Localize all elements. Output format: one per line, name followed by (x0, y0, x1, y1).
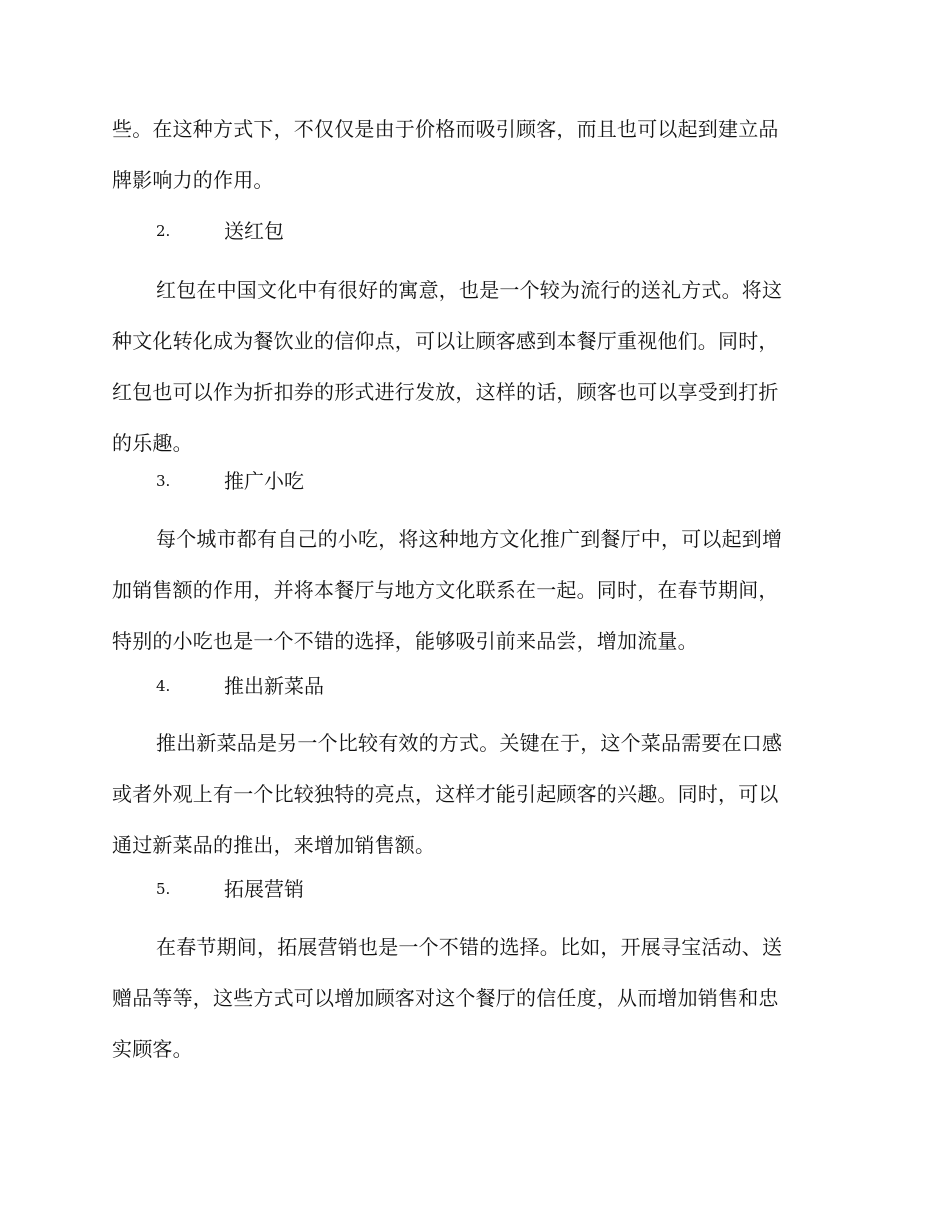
section-title: 拓展营销 (224, 877, 304, 901)
paragraph-line: 或者外观上有一个比较独特的亮点，这样才能引起顾客的兴趣。同时，可以 (112, 782, 779, 806)
paragraph-line: 牌影响力的作用。 (112, 168, 274, 192)
paragraph-line: 红包也可以作为折扣券的形式进行发放，这样的话，顾客也可以享受到打折 (112, 380, 779, 404)
paragraph-line: 在春节期间，拓展营销也是一个不错的选择。比如，开展寻宝活动、送 (156, 935, 783, 959)
paragraph-line: 的乐趣。 (112, 431, 193, 455)
section-paragraph-4 (112, 718, 832, 871)
section-paragraph-5 (112, 922, 832, 1075)
intro-paragraph (112, 104, 832, 206)
paragraph-line: 赠品等等，这些方式可以增加顾客对这个餐厅的信任度，从而增加销售和忠 (112, 986, 779, 1010)
section-number: 2. (156, 222, 171, 240)
section-paragraph-3 (112, 514, 832, 667)
section-number: 4. (156, 677, 171, 695)
paragraph-line: 些。在这种方式下，不仅仅是由于价格而吸引顾客，而且也可以起到建立品 (112, 117, 779, 141)
section-title: 推广小吃 (224, 469, 304, 493)
section-number: 3. (156, 472, 171, 490)
section-paragraph-2 (112, 265, 832, 469)
paragraph-line: 通过新菜品的推出，来增加销售额。 (112, 833, 436, 857)
section-number: 5. (156, 880, 171, 898)
paragraph-line: 种文化转化成为餐饮业的信仰点，可以让顾客感到本餐厅重视他们。同时， (112, 329, 779, 353)
paragraph-line: 特别的小吃也是一个不错的选择，能够吸引前来品尝，增加流量。 (112, 629, 698, 653)
section-title: 推出新菜品 (224, 674, 324, 698)
paragraph-line: 每个城市都有自己的小吃，将这种地方文化推广到餐厅中，可以起到增 (156, 527, 783, 551)
section-title: 送红包 (224, 219, 284, 243)
paragraph-line: 加销售额的作用，并将本餐厅与地方文化联系在一起。同时，在春节期间， (112, 578, 779, 602)
paragraph-line: 实顾客。 (112, 1037, 193, 1061)
paragraph-line: 推出新菜品是另一个比较有效的方式。关键在于，这个菜品需要在口感 (156, 731, 783, 755)
paragraph-line: 红包在中国文化中有很好的寓意，也是一个较为流行的送礼方式。将这 (156, 278, 783, 302)
